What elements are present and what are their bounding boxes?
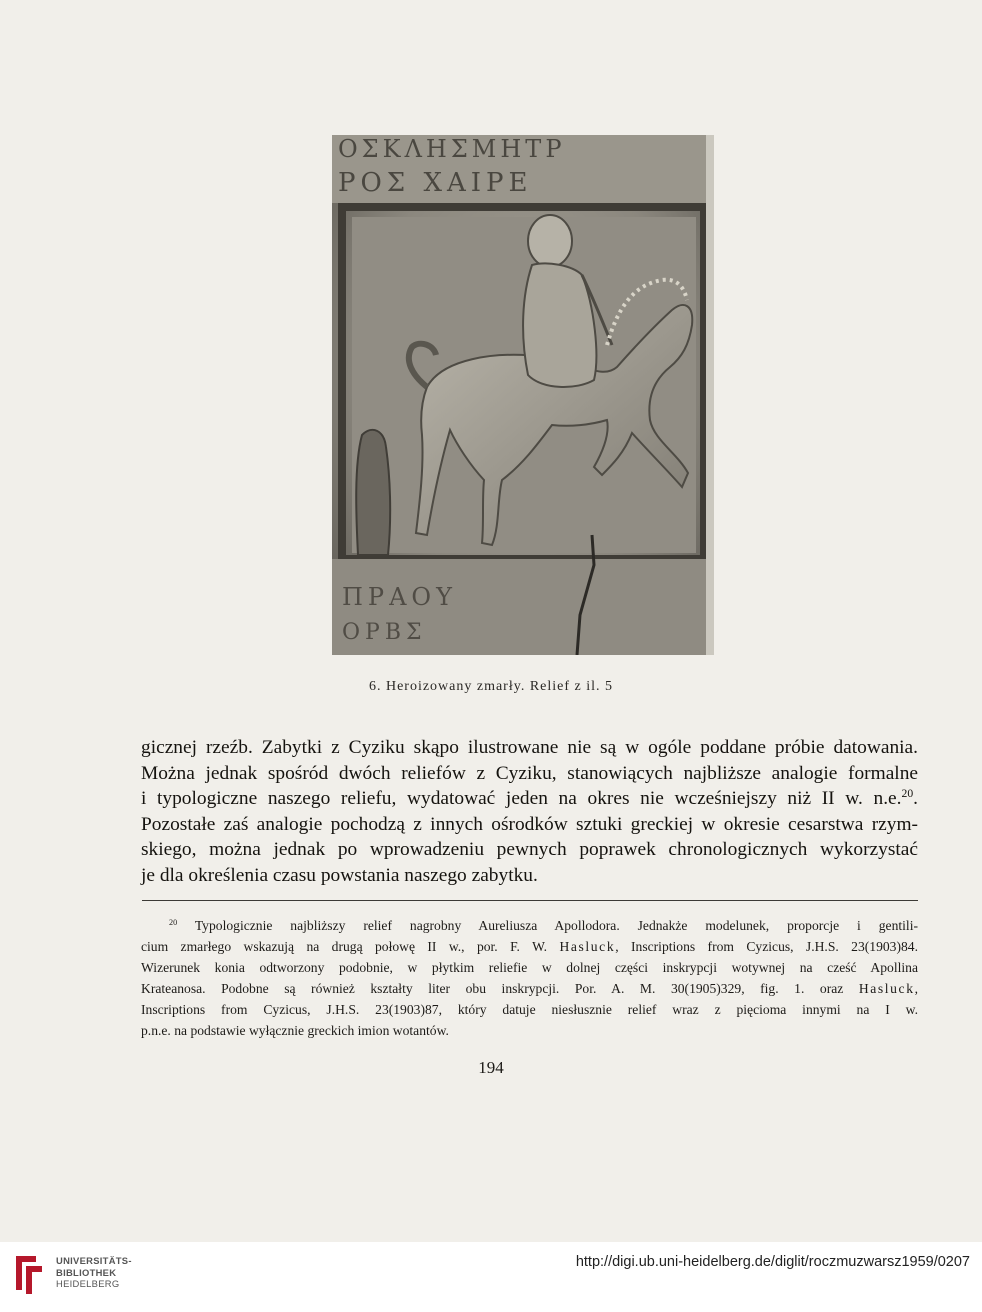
- body-line-end: .: [913, 788, 918, 809]
- footnote: [141, 915, 918, 1041]
- library-name-line1: UNIVERSITÄTS-: [56, 1255, 132, 1266]
- body-line: skiego, można jednak po wprowadzeniu pewnych poprawek chronologicznych wykorzystać: [141, 839, 918, 860]
- footnote-text: ,: [914, 981, 918, 996]
- footnote-divider: [142, 900, 918, 901]
- body-line: Pozostałe zaś analogie pochodzą z innych ośrodków sztuki greckiej w okresie cesarstwa rzym-: [141, 813, 918, 835]
- figure-caption: 6. Heroizowany zmarły. Relief z il. 5: [368, 679, 614, 694]
- body-line: Można jednak spośród dwóch reliefów z Cyziku, stanowiących najbliższe analogie formalne: [141, 762, 918, 784]
- inscription-bottom-line2: ΟΡΒΣ: [342, 620, 427, 645]
- body-line: gicznej rzeźb. Zabytki z Cyziku skąpo ilustrowane nie są w ogóle poddane próbie datowania.: [141, 737, 918, 758]
- footnote-line: Inscriptions from Cyzicus, J.H.S. 23(1903)87, który datuje niesłusznie relief wraz z pięcioma innymi na I w.: [141, 1002, 918, 1017]
- footnote-text: Typologicznie najbliższy relief nagrobny Aureliusza Apollodora. Jednakże modelunek, proporcje i gentili-: [194, 918, 918, 933]
- footnote-author: Hasluck: [858, 981, 915, 996]
- footnote-text: , Inscriptions from Cyzicus, J.H.S. 23(1903)84.: [615, 939, 918, 954]
- footnote-line: [141, 978, 918, 999]
- footnote-reference: 20: [901, 787, 914, 801]
- footnote-text: cium zmarłego wskazują na drugą połowę II w., por. F. W.: [141, 939, 548, 954]
- footnote-line: [141, 915, 918, 936]
- footnote-line: [141, 936, 918, 957]
- library-name: [56, 1255, 132, 1290]
- inscription-top-line2: ΡΟΣ ΧΑΙΡΕ: [338, 168, 533, 198]
- relief-image: [332, 135, 714, 655]
- footnote-text: Krateanosa. Podobne są również kształty liter obu inskrypcji. Por. A. M. 30(1905)329, fig. 1. oraz: [141, 981, 844, 996]
- body-paragraph: [141, 735, 918, 888]
- body-line: je dla określenia czasu powstania naszego zabytku.: [141, 864, 538, 886]
- library-logo-icon: [12, 1250, 46, 1298]
- page-number: 194: [478, 1058, 504, 1077]
- relief-photograph: [332, 135, 714, 655]
- footnote-number: 20: [169, 918, 178, 928]
- body-line-text: i typologiczne naszego reliefu, wydatować jeden na okres nie wcześniejszy niż II w. n.e.: [141, 788, 902, 809]
- library-name-line2: BIBLIOTHEK: [56, 1266, 117, 1278]
- footnote-line: Wizerunek konia odtworzony podobnie, w płytkim reliefie w dolnej części inskrypcji wotywnej na cześć Apollina: [141, 960, 918, 975]
- footnote-author: Hasluck: [559, 939, 616, 954]
- footer-bar: [0, 1242, 982, 1312]
- source-url-link[interactable]: http://digi.ub.uni-heidelberg.de/diglit/roczmuzwarsz1959/0207: [575, 1254, 970, 1270]
- footnote-line: p.n.e. na podstawie wyłącznie greckich imion wotantów.: [141, 1023, 449, 1038]
- inscription-bottom-line1: ΠΡΑΟΥ: [342, 583, 457, 611]
- library-name-line3: HEIDELBERG: [56, 1278, 120, 1289]
- inscription-top-line1: ΟΣΚΛΗΣΜΗΤΡ: [338, 135, 566, 163]
- body-line: [141, 786, 918, 812]
